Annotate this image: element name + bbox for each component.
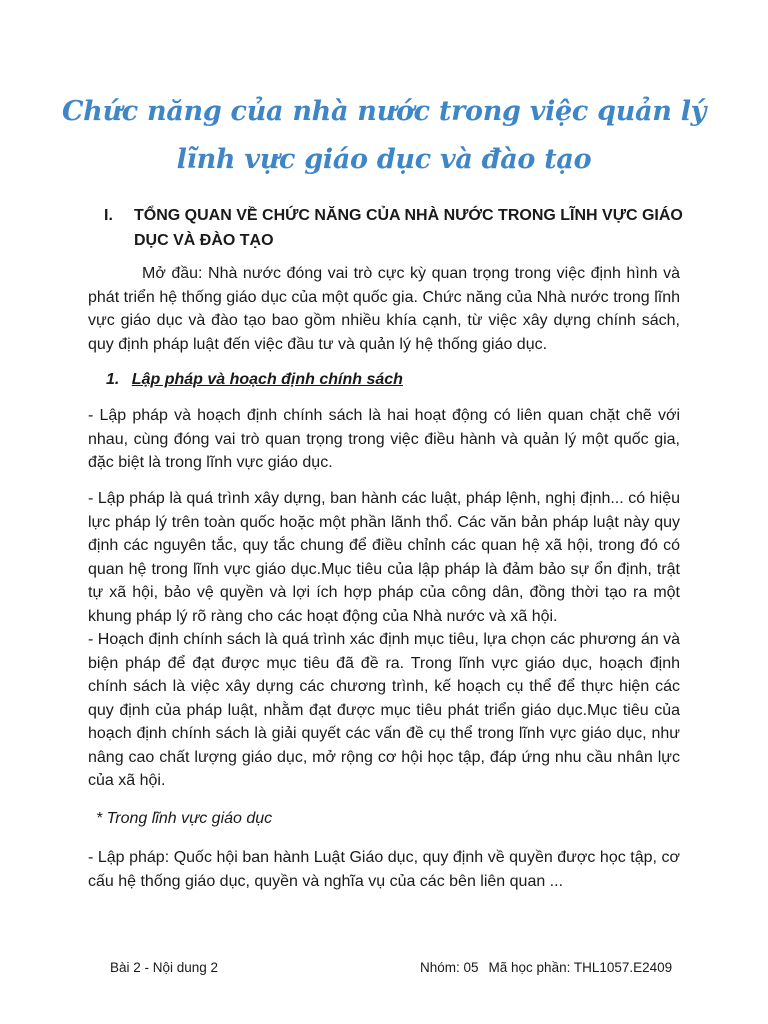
section-number: I.	[104, 207, 113, 224]
body-paragraph: - Lập pháp và hoạch định chính sách là hai hoạt động có liên quan chặt chẽ với nhau, cùng đóng vai trò quan trọng trong việc điều hành và quản lý một quốc gia, đặc biệt là trong lĩnh vực giáo dục.	[88, 407, 680, 471]
subsection-heading	[106, 368, 403, 392]
intro-paragraph: Mở đầu: Nhà nước đóng vai trò cực kỳ quan trọng trong việc định hình và phát triển hệ thống giáo dục của một quốc gia. Chức năng của Nhà nước trong lĩnh vực giáo dục và đào tạo bao gồm nhiều khía cạnh, từ việc xây dựng chính sách, quy định pháp luật đến việc đầu tư và quản lý hệ thống giáo dục.	[88, 265, 680, 353]
footer-right	[420, 958, 672, 978]
body-paragraph: - Lập pháp là quá trình xây dựng, ban hành các luật, pháp lệnh, nghị định... có hiệu lực pháp lý trên toàn quốc hoặc một phần lãnh thổ. Các văn bản pháp luật này quy định các nguyên tắc, quy tắc chung để điều chỉnh các quan hệ xã hội, trong đó có quan hệ trong lĩnh vực giáo dục.Mục tiêu của lập pháp là đảm bảo sự ổn định, trật tự xã hội, bảo vệ quyền và lợi ích hợp pháp của công dân, đồng thời tạo ra một khung pháp lý rõ ràng cho các hoạt động của Nhà nước và xã hội.	[88, 490, 680, 625]
section-heading-text: TỔNG QUAN VỀ CHỨC NĂNG CỦA NHÀ NƯỚC TRONG LĨNH VỰC GIÁO DỤC VÀ ĐÀO TẠO	[134, 207, 683, 249]
body-paragraph: - Lập pháp: Quốc hội ban hành Luật Giáo dục, quy định về quyền được học tập, cơ cấu hệ thống giáo dục, quyền và nghĩa vụ của các bên liên quan ...	[88, 849, 680, 890]
footer-group: Nhóm: 05	[420, 960, 479, 975]
footer-left: Bài 2 - Nội dung 2	[110, 960, 219, 975]
document-title: Chức năng của nhà nước trong việc quản lý lĩnh vực giáo dục và đào tạo	[61, 96, 707, 175]
subsection-number: 1.	[106, 371, 120, 388]
footer-course-code: Mã học phần: THL1057.E2409	[488, 960, 673, 975]
section-heading	[104, 203, 694, 253]
body-paragraph: - Hoạch định chính sách là quá trình xác định mục tiêu, lựa chọn các phương án và biện pháp để đạt được mục tiêu đã đề ra. Trong lĩnh vực giáo dục, hoạch định chính sách là việc xây dựng các chương trình, kế hoạch cụ thể để thực hiện các quy định của pháp luật, nhằm đạt được mục tiêu phát triển giáo dục.Mục tiêu của hoạch định chính sách là giải quyết các vấn đề cụ thể trong lĩnh vực giáo dục, như nâng cao chất lượng giáo dục, mở rộng cơ hội học tập, đáp ứng nhu cầu nhân lực của xã hội.	[88, 631, 680, 789]
subnote: * Trong lĩnh vực giáo dục	[96, 810, 273, 827]
subsection-heading-text: Lập pháp và hoạch định chính sách	[131, 371, 403, 388]
